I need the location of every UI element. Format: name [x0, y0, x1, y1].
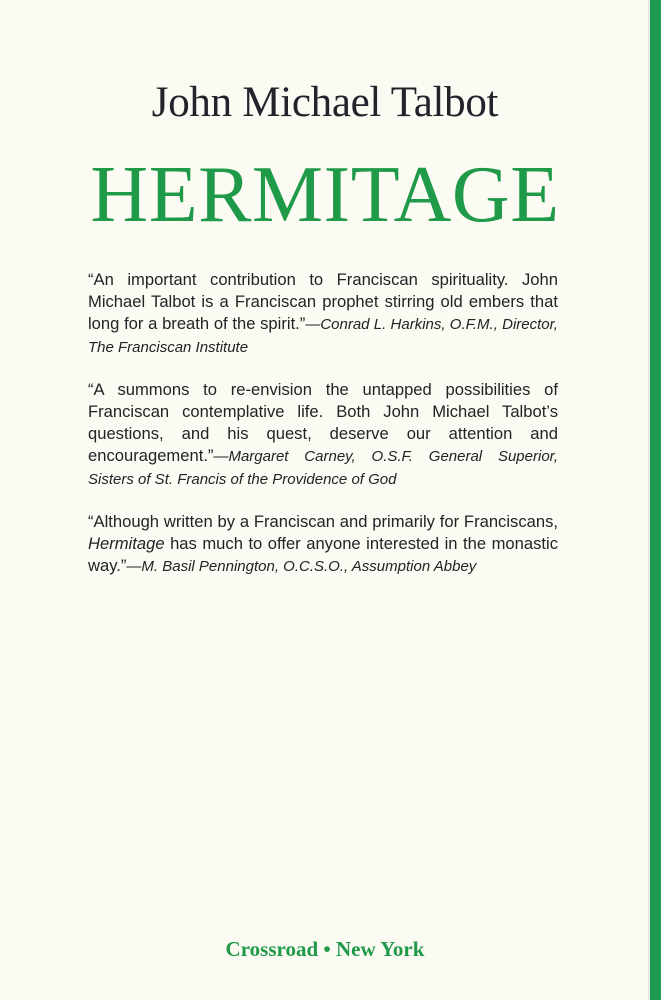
endorsement-attribution: —M. Basil Pennington, O.C.S.O., Assumption Abbey [126, 558, 477, 575]
endorsement-title-emphasis: Hermitage [88, 534, 165, 553]
endorsement-text: “An important contribution to Franciscan spirituality. John Michael Talbot is a Franciscan prophet stirring old embers that long for a breath of the spirit.” [88, 270, 558, 333]
endorsement-text: “Although written by a Franciscan and primarily for Franciscans, [88, 512, 558, 531]
endorsement-1 [88, 269, 558, 359]
publisher-imprint: Crossroad • New York [225, 937, 425, 961]
endorsement-text: has much to offer anyone interested in the monastic way.” [88, 534, 558, 575]
endorsement-2 [88, 379, 558, 491]
author-name: John Michael Talbot [151, 79, 499, 126]
endorsement-text: “A summons to re-envision the untapped possibilities of Franciscan contemplative life. Both John Michael Talbot’s questions, and his quest, deserve our attention and encouragement.” [88, 380, 558, 465]
endorsement-attribution: —Margaret Carney, O.S.F. General Superior, Sisters of St. Francis of the Providence of God [88, 448, 558, 488]
endorsements [88, 269, 558, 598]
green-spine-stripe [650, 0, 661, 1000]
endorsement-3 [88, 511, 558, 578]
book-title: HERMITAGE [90, 151, 560, 239]
endorsement-attribution: —Conrad L. Harkins, O.F.M., Director, The Franciscan Institute [88, 316, 558, 356]
